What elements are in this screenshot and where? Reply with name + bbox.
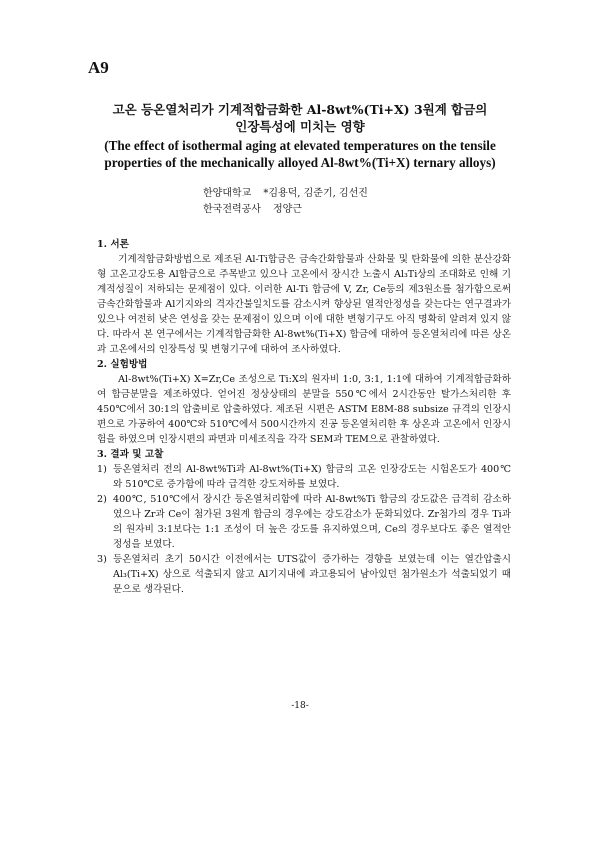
list-item: 3) 등온열처리 초기 50시간 이전에서는 UTS값이 증가하는 경향을 보였는데 이는 열간압출시 Al₃(Ti+X) 상으로 석출되지 않고 Al기지내에 과고용되어 남아있던 첨가원소가 석출되었기 때문으로 생각된다. (97, 554, 511, 595)
page-number: -18- (291, 701, 309, 711)
title-english-line-1: (The effect of isothermal aging at elevated temperatures on the tensile (104, 138, 496, 153)
author-row-2 (203, 202, 368, 218)
section-2-text: Al-8wt%(Ti+X) X=Zr,Ce 조성으로 Ti:X의 원자비 1:0, 3:1, 1:1에 대하여 기계적합금화하여 합금분말을 제조하였다. 얻어진 정상상태의 분말을 550℃에서 2시간동안 탈가스처리한 후 450℃에서 30:1의 압출비로 압출하였다. 제조된 시편은 ASTM E8M-88 subsize 규격의 인장시편으로 가공하여 400℃와 510℃에서 500시간까지 진공 등온열처리한 후 상온과 고온에서 인장시험을 하였으며 인장시편의 파면과 미세조직을 각각 SEM과 TEM으로 관찰하였다. (97, 374, 511, 445)
section-1-text: 기계적합금화방법으로 제조된 Al-Ti합금은 금속간화합물과 산화물 및 탄화물에 의한 분산강화형 고온고강도용 Al합금으로 주목받고 있으나 고온에서 장시간 노출시 Al₃Ti상의 조대화로 인해 기계적성질이 저하되는 문제점이 있다. 이러한 Al-Ti 합금에 V, Zr, Ce등의 제3원소를 첨가함으로써 금속간화합물과 Al기지와의 격자간불일치도를 감소시켜 향상된 열적안정성을 갖는다는 연구결과가 있으나 여전히 낮은 연성을 갖는 문제점이 있으며 이에 대한 변형기구도 아직 명확히 알려져 있지 않다. 따라서 본 연구에서는 기계적합금화한 Al-8wt%(Ti+X) 합금에 대하여 등온열처리에 따른 상온과 고온에서의 인장특성 및 변형기구에 대하여 조사하였다. (97, 254, 511, 355)
title-english-line-2: properties of the mechanically alloyed Al-8wt%(Ti+X) ternary alloys) (104, 155, 496, 170)
section-3-heading: 3. 결과 및 고찰 (97, 449, 164, 460)
authors-1: *김용덕, 김준기, 김선진 (263, 188, 368, 199)
list-item: 1) 등온열처리 전의 Al-8wt%Ti과 Al-8wt%(Ti+X) 합금의 고온 인장강도는 시험온도가 400℃와 510℃로 증가함에 따라 급격한 강도저하를 보였다. (97, 464, 511, 490)
title-korean-line-2: 인장특성에 미치는 영향 (235, 119, 365, 134)
section-1-heading: 1. 서론 (97, 239, 129, 250)
title-korean-line-1: 고온 등온열처리가 기계적합금화한 Al-8wt%(Ti+X) 3원계 합금의 (112, 102, 488, 117)
affiliation-1: 한양대학교 (203, 188, 252, 199)
author-row-1 (203, 186, 368, 202)
section-2-heading: 2. 실험방법 (97, 359, 148, 370)
paper-body (97, 237, 511, 597)
list-item: 2) 400℃, 510℃에서 장시간 등온열처리함에 따라 Al-8wt%Ti 합금의 강도값은 급격히 감소하였으나 Zr과 Ce이 첨가된 3원계 합금의 경우에는 강도감소가 둔화되었다. Zr첨가의 경우 Ti과의 원자비 3:1보다는 1:1 조성이 더 높은 강도를 유지하였으며, Ce의 경우보다도 좋은 열적안정성을 보였다. (97, 494, 511, 550)
author-block (203, 186, 368, 218)
results-list (97, 462, 511, 597)
title-english (0, 137, 600, 171)
authors-2: 정양근 (272, 204, 302, 215)
affiliation-2: 한국전력공사 (203, 204, 261, 215)
title-korean (0, 101, 600, 135)
paper-code: A9 (88, 58, 109, 77)
